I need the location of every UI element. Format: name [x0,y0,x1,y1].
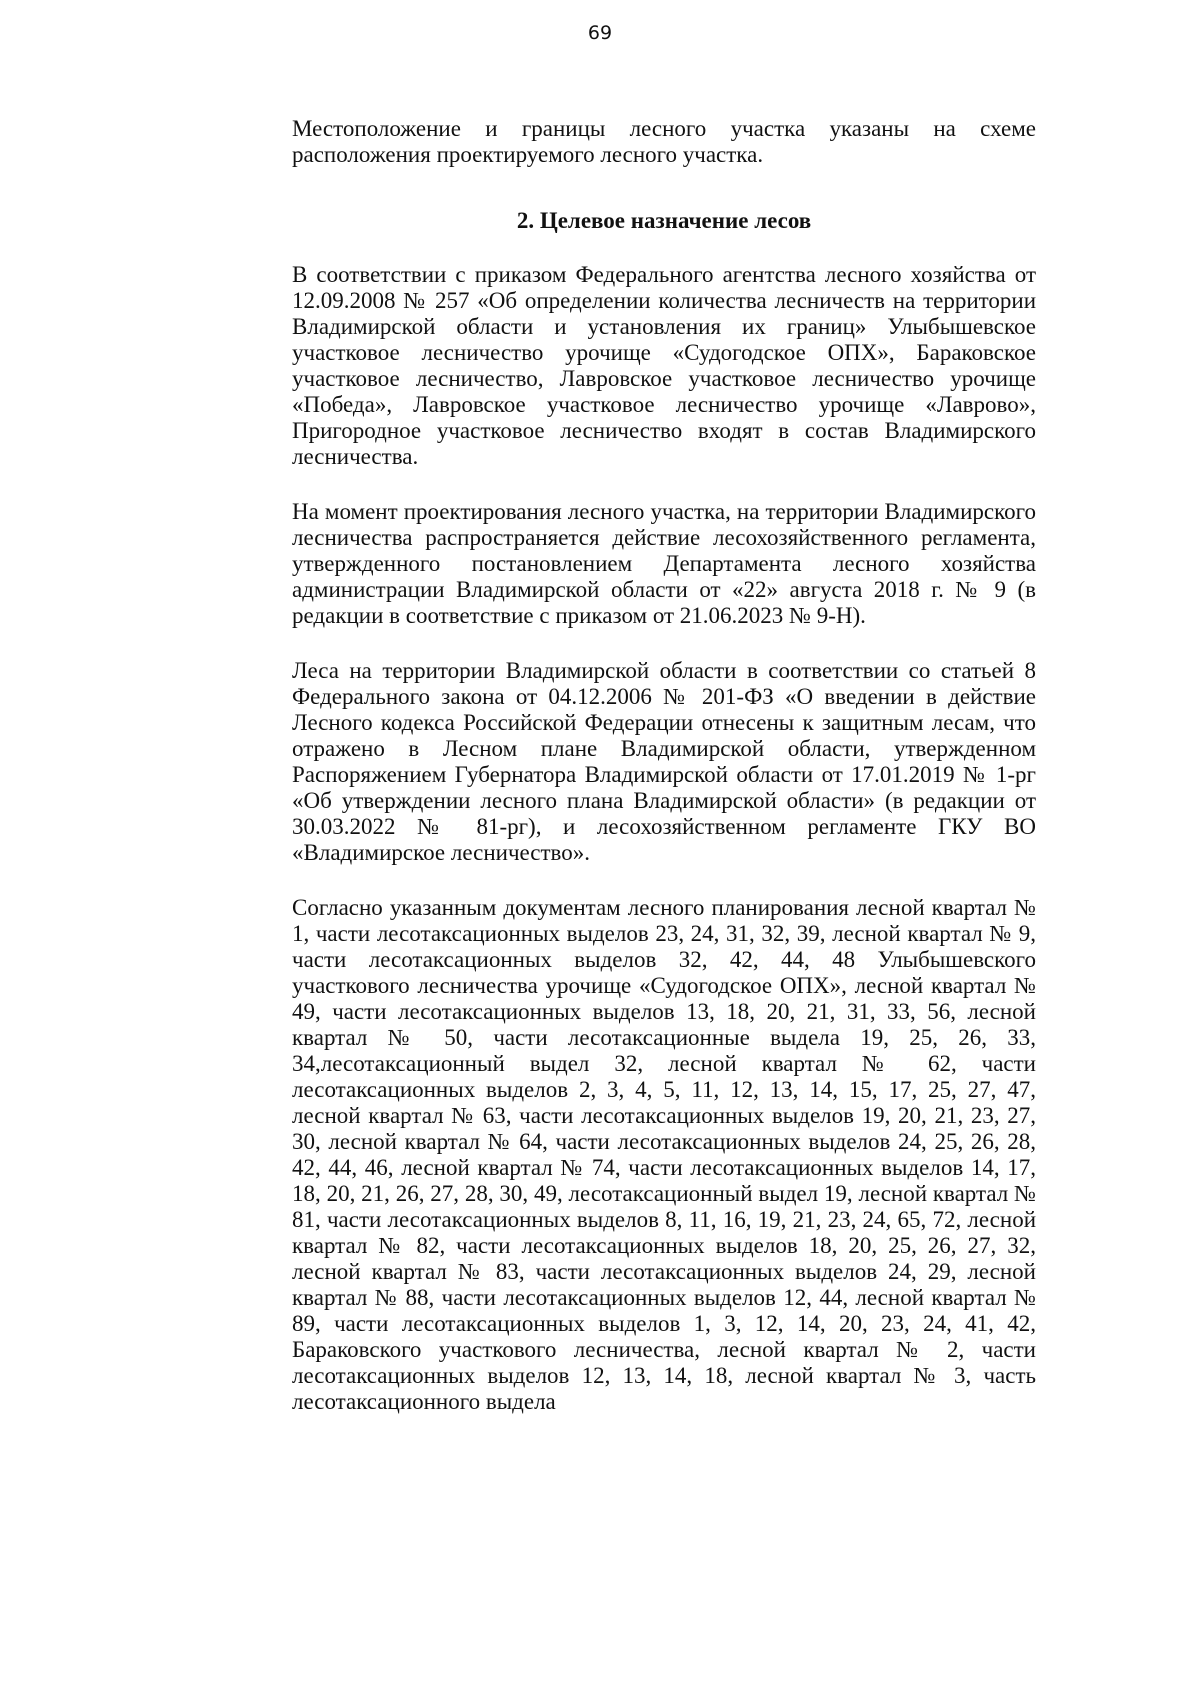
document-body [292,116,1036,1415]
paragraph-forest-quarters: Согласно указанным документам лесного планирования лесной квартал № 1, части лесотаксационных выделов 23, 24, 31, 32, 39, лесной квартал № 9, части лесотаксационных выделов 32, 42, 44, 48 Улыбышевского участкового лесничества урочище «Судогодское ОПХ», лесной квартал № 49, части лесотаксационных выделов 13, 18, 20, 21, 31, 33, 56, лесной квартал № 50, части лесотаксационные выдела 19, 25, 26, 33, 34,лесотаксационный выдел 32, лесной квартал № 62, части лесотаксационных выделов 2, 3, 4, 5, 11, 12, 13, 14, 15, 17, 25, 27, 47, лесной квартал № 63, части лесотаксационных выделов 19, 20, 21, 23, 27, 30, лесной квартал № 64, части лесотаксационных выделов 24, 25, 26, 28, 42, 44, 46, лесной квартал № 74, части лесотаксационных выделов 14, 17, 18, 20, 21, 26, 27, 28, 30, 49, лесотаксационный выдел 19, лесной квартал № 81, части лесотаксационных выделов 8, 11, 16, 19, 21, 23, 24, 65, 72, лесной квартал № 82, части лесотаксационных выделов 18, 20, 25, 26, 27, 32, лесной квартал № 83, части лесотаксационных выделов 24, 29, лесной квартал № 88, части лесотаксационных выделов 12, 44, лесной квартал № 89, части лесотаксационных выделов 1, 3, 12, 14, 20, 23, 24, 41, 42, Бараковского участкового лесничества, лесной квартал № 2, части лесотаксационных выделов 12, 13, 14, 18, лесной квартал № 3, часть лесотаксационного выдела [292,895,1036,1414]
spacer [292,866,1036,895]
paragraph-regulation: На момент проектирования лесного участка, на территории Владимирского лесничества распространяется действие лесохозяйственного регламента, утвержденного постановлением Департамента лесного хозяйства администрации Владимирской области от «22» августа 2018 г. № 9 (в редакции в соответствие с приказом от 21.06.2023 № 9-Н). [292,499,1036,628]
spacer [292,168,1036,208]
paragraph-protective-forests: Леса на территории Владимирской области в соответствии со статьей 8 Федерального закона от 04.12.2006 № 201-ФЗ «О введении в действие Лесного кодекса Российской Федерации отнесены к защитным лесам, что отражено в Лесном плане Владимирской области, утвержденном Распоряжением Губернатора Владимирской области от 17.01.2019 № 1-рг «Об утверждении лесного плана Владимирской области» (в редакции от 30.03.2022 № 81-рг), и лесохозяйственном регламенте ГКУ ВО «Владимирское лесничество». [292,658,1036,865]
section-heading: 2. Целевое назначение лесов [516,208,812,233]
spacer [292,629,1036,658]
spacer [292,234,1036,262]
intro-paragraph: Местоположение и границы лесного участка указаны на схеме расположения проектируемого лесного участка. [292,116,1036,167]
page-number: 69 [587,22,613,44]
paragraph-forestry-order: В соответствии с приказом Федерального агентства лесного хозяйства от 12.09.2008 № 257 «Об определении количества лесничеств на территории Владимирской области и установления их границ» Улыбышевское участковое лесничество урочище «Судогодское ОПХ», Бараковское участковое лесничество, Лавровское участковое лесничество урочище «Победа», Лавровское участковое лесничество урочище «Лаврово», Пригородное участковое лесничество входят в состав Владимирского лесничества. [292,262,1036,469]
spacer [292,470,1036,499]
